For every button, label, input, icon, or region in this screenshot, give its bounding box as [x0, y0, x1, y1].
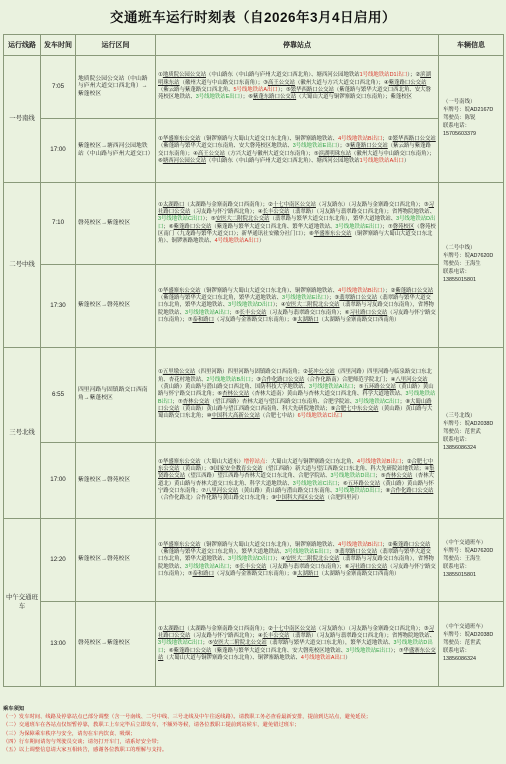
stop-text: （合肥四里河） [324, 495, 363, 502]
table-row [4, 265, 504, 348]
metro-exit: 3号线地铁站A出口 [184, 309, 230, 316]
header-interval: 运行区间 [76, 35, 156, 56]
stop-text: ；⑥ [163, 223, 174, 230]
table-row [4, 348, 504, 443]
stop-text: ；⑥ [163, 647, 174, 654]
stops-cell [156, 183, 439, 265]
stop-text: ）；⑦ [379, 223, 393, 230]
note-line: （五）以上调整信息请大家互相转告，感谢各位教职工的理解与支持。 [3, 747, 168, 754]
schedule-table [3, 34, 504, 687]
metro-exit: 3号线地铁站D出口 [158, 640, 433, 654]
stop-text: （紫蓬路与繁华大道交口东南角、安大磬苑校区地铁站、 [158, 143, 293, 150]
vehicle-info-line: 车牌号：皖AD7620D [443, 548, 494, 555]
stop-text: （大蜀山大道与铜锣寨路交口东南角）；紫蓬校区 [296, 94, 413, 101]
stop-text: （大蜀山大道东） [200, 458, 244, 465]
stop-text: （翡翠路）（习友路与翡翠路交口西北角）；省博物院地铁站、 [289, 633, 436, 640]
table-row [4, 602, 504, 687]
stop-text: （翡翠路与繁华大道交口东北角，繁华大道地铁站、 [158, 549, 431, 563]
stop-text: ）；⑤ [202, 216, 216, 223]
vehicle-info-line: 联系电话： [443, 268, 470, 275]
stop-name: 杏林公交站 [222, 391, 250, 398]
vehicle-info-line: （三号北线） [443, 413, 476, 420]
route-interval: 地质院公园公交站（中山路与庐州大道交口西北角）→紫蓬校区 [76, 56, 156, 119]
stop-text: （太湖路与金寨南路交口西南角） [318, 570, 400, 577]
stop-name: 长丰公交站 [239, 563, 267, 570]
stop-text: ）；⑦ [390, 647, 404, 654]
stop-name: 十七中南区公交站 [272, 625, 316, 632]
stop-text: ；⑦ [172, 398, 183, 405]
stop-name: 合作化路口公交站 [390, 487, 434, 494]
stop-name: 安医大二附院北公交站 [285, 556, 340, 563]
stop-text: （杏林大道北）黄山路与杏林大道交口东北角、科学大道地铁站、 [158, 473, 434, 487]
vehicle-info-line: 15705603379 [443, 130, 476, 137]
vehicle-info-line: 13856086324 [443, 655, 476, 662]
stop-name: 大蜀山路口公交站 [158, 398, 432, 412]
stop-name: 华盛寨东公交站 [162, 541, 201, 548]
stop-text: ）；② [382, 287, 396, 294]
stop-text: （徽州大道与方兴大道交口西北角）；④ [294, 79, 389, 86]
stop-text: （黄山路）黄山路与望江西路交口西南角、科大先研院地铁站；⑨ [179, 405, 336, 412]
route-interval: 磬苑校区→紫蓬校区 [76, 183, 156, 265]
stop-name: 紫蓬路口公交站 [173, 223, 212, 230]
stop-name: 泰和路口 [192, 316, 215, 323]
stop-text: （铜锣寨路与大蜀山大道交口东北角）、铜锣寨路地铁站、 [200, 287, 339, 294]
route-name: 中午交通班车 [4, 519, 41, 687]
stop-name: 太湖路口 [297, 570, 319, 577]
stop-name: 滨湖明珠东站 [318, 150, 351, 157]
table-row [4, 183, 504, 265]
metro-exit: 增停站点 [243, 458, 266, 465]
stop-text: （习友路与怀宁路交口东南角）；⑦ [158, 309, 436, 323]
vehicle-info-line: 13855015801 [443, 571, 476, 578]
departure-time: 17:00 [41, 443, 76, 519]
vehicle-info-line: 驾驶员：王海生 [443, 556, 481, 563]
stop-text: （紫云路与紫蓬路交口西北角、 [158, 87, 234, 93]
stop-text: （望江西路）杏林大道与望江西路交口东南角、合肥学院站、 [209, 398, 356, 405]
stop-text: ；⑤ [229, 563, 240, 570]
stop-name: 习社路口公交站 [349, 309, 388, 316]
stop-name: 磬苑校区 [392, 223, 415, 230]
metro-exit: 4号线地铁站A出口 [300, 654, 346, 661]
header-time: 发车时间 [41, 35, 76, 56]
stop-text: （磬苑校区南门（九龙路与繁华大道交口）；新华通讯社安徽分社门口）；⑧ [158, 223, 436, 237]
metro-exit: 3号线地铁站D出口 [228, 302, 273, 309]
stop-name: 八里河公交站 [395, 376, 428, 383]
stop-text: ；⑤ [229, 309, 240, 316]
vehicle-info [439, 56, 504, 183]
vehicle-info-line: 联系电话： [443, 436, 470, 443]
route-name: 二号中线 [4, 183, 41, 348]
metro-exit: 1号线地铁站D1出口 [359, 72, 408, 79]
stop-name: 合作化路口公交站 [261, 376, 305, 383]
stop-name: 泰和路口 [192, 570, 215, 577]
route-interval: 磬苑校区→紫蓬校区 [76, 602, 156, 687]
stop-name: 长丰公交站 [239, 309, 267, 316]
stop-text: ）；④ [272, 302, 286, 309]
stop-name: 华盛寨东公交站 [162, 135, 201, 142]
table-row [4, 119, 504, 183]
stop-name: 地质院公园公交站 [162, 72, 206, 79]
stop-name: 国家安全教育公交站 [214, 465, 263, 472]
metro-exit: 3号线地铁站C出口 [292, 480, 338, 487]
stop-text: ；⑤ [202, 640, 213, 647]
stop-name: 繁华西路口公交站 [392, 135, 436, 142]
route-interval: 四里河路与固镇路交口西南角→紫蓬校区 [76, 348, 156, 443]
metro-exit: 4号线地铁站B出口 [356, 458, 402, 465]
stops-cell [156, 119, 439, 183]
stop-text: （翡翠路与习友路交口东南角），省博物院地铁站、 [158, 556, 434, 570]
stop-text: （紫蓬路与繁华大道交口西北角、安大磬苑校区地铁站、 [211, 647, 347, 654]
stop-text: ）；③ [326, 295, 340, 302]
vehicle-info-line: 车牌号：皖AD2038D [443, 632, 494, 639]
stops-cell [156, 348, 439, 443]
stop-name: 五环路公交站 [347, 480, 381, 487]
stop-text: ）；③ [337, 143, 351, 150]
stop-text: （黄山路）黄山路与潜山路交口东南角、 [238, 487, 336, 494]
header-row [4, 35, 504, 56]
route-interval: 紫蓬校区→磬苑校区 [76, 265, 156, 348]
stops-cell [156, 56, 439, 119]
note-line: （四）行车期间请勿与驾驶员交谈；请勿打开车门，请系好安全带； [3, 738, 162, 745]
stop-text: ；⑤ [375, 473, 386, 480]
stop-name: 合肥七中东公交站 [335, 405, 379, 412]
vehicle-info-line: 联系电话： [443, 122, 470, 129]
stop-text: （习友路与翡翠路交口东南角）；⑥ [266, 563, 350, 570]
stop-text: ；⑧ [380, 487, 391, 494]
stop-text: （习友路与翡翠路交口东南角）；⑥ [266, 309, 350, 316]
stop-text: ① [158, 72, 163, 79]
metro-exit: 3号线地铁站E出口 [195, 94, 241, 101]
stop-text: （黄山路）；③ [179, 465, 215, 472]
metro-exit: 3号线地铁站E出口 [346, 647, 391, 654]
departure-time: 17:30 [41, 265, 76, 348]
stop-text: ）；④ [272, 556, 286, 563]
metro-exit: 3号线地铁站C出口 [158, 640, 203, 647]
stop-text: （习友路东）（习友路与金寨路交口西北角）；③ [315, 625, 429, 632]
stop-text: ；⑧ [399, 398, 411, 405]
stops-cell [156, 265, 439, 348]
metro-exit: 3号线地铁站E出口 [335, 223, 380, 230]
stop-text: （杏林大道南）黄山路与杏林大道交口西北角、科学大道地铁站、 [249, 391, 406, 398]
stop-text: （铜锣寨路与大蜀山大道交口东北角）、铜锣寨路地铁站、 [200, 135, 339, 142]
metro-exit: 4号线地铁站B出口 [338, 287, 383, 294]
vehicle-info-line: 驾驶员：范世武 [443, 429, 481, 436]
stop-text: ；⑥ [337, 480, 348, 487]
stop-name: 太湖路口 [162, 625, 185, 632]
stop-text: ）；⑥ [240, 94, 253, 101]
stop-text: ）；② [407, 72, 421, 79]
metro-exit: 1号线地铁站A出口 [359, 157, 404, 164]
stop-text: （习友路与怀宁路交口东南角）；⑦ [158, 563, 436, 577]
stop-text: ；⑤ [353, 384, 364, 391]
stop-text: ） [345, 654, 351, 661]
route-interval: 紫蓬校区→塘西河公园地铁站（中山路与庐州大道交口） [76, 119, 156, 183]
metro-exit: 3号线地铁站C出口 [355, 398, 400, 405]
vehicle-info-line: 联系电话： [443, 563, 470, 570]
stop-text: （合作化路北）合作化路与黄山路交口东北角；⑨ [158, 495, 277, 502]
header-route: 运行线路 [4, 35, 41, 56]
stop-name: 中国科大西区公交站 [276, 495, 325, 502]
table-row [4, 443, 504, 519]
metro-exit: 3号线地铁站D出口 [335, 487, 381, 494]
stop-name: 习社路口公交站 [349, 563, 388, 570]
stop-text: ① [158, 458, 163, 465]
route-interval: 紫蓬校区→磬苑校区 [76, 519, 156, 602]
note-line: （一）发车时间、线路及停靠站点已部分调整（含一号南线、二号中线、三号北线及中午往返线路）。请教职工务必查看最新安排，提前到达站点，避免延误； [3, 714, 372, 721]
stop-text: ① [158, 369, 163, 376]
vehicle-info [439, 183, 504, 348]
stop-name: 合肥七中东公交站 [158, 458, 434, 472]
vehicle-info-line: 13856086324 [443, 444, 476, 451]
stop-text: （紫云路与紫蓬路交口东南角）；④ [158, 143, 431, 157]
stop-text: ；② [401, 458, 412, 465]
stop-text: （习友路与金寨路交口东南角）；⑧ [214, 570, 298, 577]
stop-name: 安医大二附院北公交站 [215, 216, 270, 223]
departure-time: 7:05 [41, 56, 76, 119]
stop-name: 紫蓬路口公交站 [173, 647, 212, 654]
departure-time: 12:20 [41, 519, 76, 602]
stop-name: 繁华西路口公交站 [290, 87, 334, 93]
stop-name: 长丰公交站 [262, 208, 290, 215]
stop-text: （徽州大道与中山路交口东南角）；⑥ [158, 150, 435, 164]
stop-name: 五环路公交站 [363, 384, 396, 391]
stop-name: 太湖路口 [162, 201, 185, 208]
stop-text: （黄山路）黄山路与潜山路交口西北角、国防科技大学地铁站、 [158, 384, 309, 391]
stop-name: 华盛寨东公交站 [313, 230, 352, 237]
stop-name: 翡翠路口公交站 [339, 295, 377, 302]
table-row [4, 56, 504, 119]
stop-name: 紫蓬路口公交站 [392, 541, 431, 548]
stop-text: （太湖路与金寨南路交口西南角）；② [184, 201, 273, 208]
stop-text: ；② [382, 541, 393, 548]
stop-name: 高王公交站 [197, 150, 225, 157]
stop-text: （紫蓬路与繁华大道交口西北角、安大磬苑校区地铁站、 [158, 87, 431, 101]
stop-text: （翡翠路与习友路交口东南角），省博物院地铁站、 [158, 302, 434, 316]
stop-name: 习社路口公交站 [158, 625, 434, 640]
stop-name: 紫蓬东路口公交站 [253, 94, 297, 101]
stop-name: 安医大二附院北公交站 [285, 302, 340, 309]
stop-text: （黄山路）黄山路与怀宁路交口东南角；⑦ [158, 480, 434, 494]
route-name: 三号北线 [4, 348, 41, 519]
vehicle-info-line: 驾驶员：范世武 [443, 640, 481, 647]
stop-text: （合作化路南）合肥师范学院北门；④ [304, 376, 396, 383]
stop-text: （太湖路与金寨南路交口西南角） [318, 316, 400, 323]
stop-name: 翡翠路口公交站 [339, 549, 377, 556]
stop-text: （紫蓬路与繁华大道交口东北角，繁华大道地铁站、 [158, 295, 282, 302]
stop-text: ） [403, 157, 410, 164]
stop-text: ① [158, 135, 163, 142]
stop-name: 八里河公交站 [205, 487, 239, 494]
vehicle-info-line: 车牌号：皖AD7620D [443, 253, 494, 260]
stop-text: （翡翠路）（习友路与翡翠路交口西北角）；省博物院地铁站、 [289, 208, 436, 215]
header-stops: 停靠站点 [156, 35, 439, 56]
metro-exit: 4号线地铁站B出口 [338, 541, 383, 548]
vehicle-info [439, 519, 504, 602]
vehicle-info-line: （中午交通班车） [443, 540, 487, 547]
stop-text: ） [258, 238, 265, 245]
stop-text: （习友路与怀宁路西北角）；④ [190, 633, 263, 640]
notes-heading: 乘车须知 [3, 706, 25, 712]
metro-exit: 3号线地铁站E出口 [292, 143, 338, 150]
vehicle-info-line: （中午交通班车） [443, 624, 487, 631]
stop-text: ；③ [329, 549, 340, 556]
departure-time: 13:00 [41, 602, 76, 687]
stops-cell [156, 602, 439, 687]
stop-text: （黄山路）黄山路与怀宁路交口西北角；⑥ [158, 384, 434, 398]
stop-text: ：大蜀山大道与铜锣寨路交口东北角、 [265, 458, 357, 465]
stop-name: 杏林公交站 [182, 398, 210, 405]
metro-exit: 3号线地铁站C出口 [158, 216, 203, 223]
note-line: （三）为保障乘车秩序与安全，请勿在车内饮食、吸烟； [3, 730, 136, 737]
stop-name: 滨湖明珠东站 [158, 72, 431, 86]
stop-text: ）；⑤ [277, 87, 291, 93]
metro-exit: 3号线地铁站A出口 [308, 384, 354, 391]
stop-text: ① [158, 625, 163, 632]
stop-name: 十七中南区公交站 [272, 201, 316, 208]
stop-text: （徽州大道与中山路交口东南角）；③ [179, 79, 268, 86]
stop-name: 五里墩公交站 [162, 369, 196, 376]
metro-exit: 3号线地铁站B出口 [158, 391, 436, 405]
stop-text: （紫蓬路与繁华大道交口西北角、繁华大道地铁站、 [211, 223, 336, 230]
metro-exit: 3号线地铁站D出口 [330, 473, 376, 480]
vehicle-info-line: 驾驶员：陈锐 [443, 115, 476, 122]
route-interval: 紫蓬校区→磬苑校区 [76, 443, 156, 519]
page-title: 交通班车运行时刻表（自2026年3月4日启用） [109, 10, 397, 25]
stops-cell [156, 519, 439, 602]
stop-text: （中山路东（中山路与庐州大道交口西北角）、塘西河公园地铁站 [205, 157, 360, 164]
stop-text: （翡翠路与繁华大道交口东北角，繁华大道地铁站、 [158, 295, 431, 309]
vehicle-info-line: 车牌号：皖AD2167D [443, 107, 494, 114]
route-name: 一号南线 [4, 56, 41, 183]
metro-exit: 2号线地铁站B出口 [206, 376, 251, 383]
stop-name: 集贤路公交站 [158, 465, 435, 480]
stop-text: （翡翠路与繁华大道交口东北角），繁华大道地铁站、 [269, 216, 397, 223]
stop-text: （四里河路）四里河路与临泉路交口东北角、杏花村地铁站、 [158, 369, 432, 383]
stop-name: 华盛寨东公交站 [158, 647, 436, 661]
metro-exit: 3号线地铁站A出口 [184, 563, 230, 570]
stop-name: 安医大二附院北公交站 [212, 640, 267, 647]
stop-text: （四里河路）四里河路与固镇路交口西南角；② [195, 369, 308, 376]
departure-time: 6:55 [41, 348, 76, 443]
stop-text: ① [158, 201, 163, 208]
metro-exit: 3号线地铁站D出口 [228, 556, 273, 563]
vehicle-info-line: 驾驶员：王海生 [443, 261, 481, 268]
departure-time: 7:10 [41, 183, 76, 265]
metro-exit: 4号线地铁站A出口 [214, 238, 259, 245]
metro-exit: 5号线地铁站A出口 [233, 87, 278, 93]
stop-text: ；③ [250, 376, 262, 383]
stop-text: （太湖路与金寨南路交口西南角）；② [184, 625, 273, 632]
metro-exit: 4号线地铁站B出口 [338, 135, 383, 142]
vehicle-info-line: （一号南线） [443, 99, 476, 106]
stop-name: 紫蓬路口公交站 [350, 143, 388, 150]
stop-name: 塘西河公园公交站 [162, 157, 206, 164]
stops-cell [156, 443, 439, 519]
stop-text: （望江西路）望江西路与杏林大道交口东北角、合肥学院站、 [184, 473, 331, 480]
stop-text: （望江西路）新大道与望江西路交口东北角、科大先研院站地铁站；④ [262, 465, 430, 472]
metro-exit: 3号线地铁站E出口 [282, 295, 327, 302]
header-vehicle: 车辆信息 [439, 35, 504, 56]
stop-name: 杏林公交站 [385, 473, 413, 480]
vehicle-info-line: 车牌号：皖AD2038D [443, 421, 494, 428]
stop-name: 中国科大高新公交站 [211, 413, 260, 420]
notes-section [3, 705, 503, 754]
stop-text: （习友路与金寨路交口东南角）；⑧ [214, 316, 298, 323]
stop-name: 长丰公交站 [262, 633, 290, 640]
vehicle-info-line: 13855015801 [443, 276, 476, 283]
stop-text: （习友路与怀宁路西北角）；④ [190, 208, 263, 215]
stop-text: ① [158, 541, 163, 548]
stop-text: （紫蓬路与繁华大道交口东北角），繁华大道地铁站、 [158, 549, 285, 556]
stop-text: （黄山路）黄山路与大蜀山路交口东北角；⑩ [158, 405, 433, 420]
vehicle-info-line: 联系电话： [443, 647, 470, 654]
stop-text: （方兴大道与徽州大道交口东南角）；⑤ [224, 150, 319, 157]
stop-text: ① [158, 287, 163, 294]
stop-text: （习友路东）（习友路与金寨路交口西北角）；③ [315, 201, 429, 208]
departure-time: 17:00 [41, 119, 76, 183]
stop-name: 紫蓬路口公交站 [388, 79, 427, 86]
stop-name: 华盛寨东公交站 [162, 458, 201, 465]
stop-name: 高王公交站 [267, 79, 295, 86]
stop-text: （翡翠路与繁华大道交口东北角），繁华大道地铁站、 [266, 640, 394, 647]
stop-text: （合肥七中站） [259, 413, 298, 420]
stop-name: 太湖路口 [297, 316, 319, 323]
vehicle-info [439, 602, 504, 687]
vehicle-info-line: （二号中线） [443, 245, 476, 252]
stop-text: （铜锣寨路与大蜀山大道交口东北角）、铜锣寨路地铁站、 [158, 230, 433, 245]
metro-exit: 6号线地铁站C出口 [297, 413, 343, 420]
stop-name: 习社路口公交站 [158, 201, 434, 215]
stop-text: （大蜀山大道与铜锣寨路交口东北角）、铜锣寨路地铁站、 [163, 654, 301, 661]
stop-name: 花冲公交站 [307, 369, 335, 376]
stop-name: 紫蓬路口公交站 [395, 287, 434, 294]
table-row [4, 519, 504, 602]
stop-text: ；② [382, 135, 393, 142]
vehicle-info [439, 348, 504, 519]
stop-text: （铜锣寨路与大蜀山大道交口东北角），铜锣寨路地铁站、 [200, 541, 339, 548]
metro-exit: 3号线地铁站E出口 [284, 549, 330, 556]
metro-exit: 3号线地铁站D出口 [158, 216, 436, 230]
stop-name: 华盛寨东公交站 [162, 287, 201, 294]
note-line: （二）交通班车在各站点仅短暂停靠，教职工上车完毕后立即发车，不额外等候，请各位教职工提前到站候车，避免错过班车； [3, 722, 300, 729]
stop-text: （中山路东（中山路与庐州大道交口西北角）、塘西河公园地铁站 [205, 72, 360, 79]
